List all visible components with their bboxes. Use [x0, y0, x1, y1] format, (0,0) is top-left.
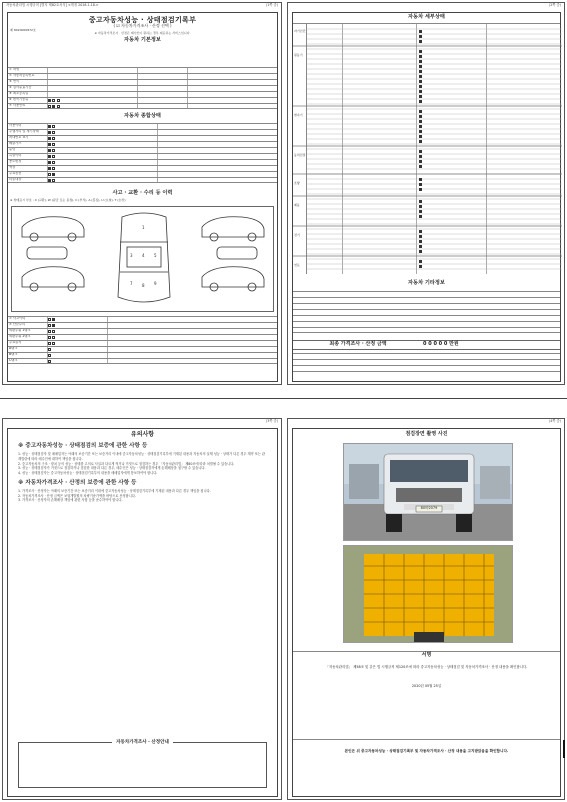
license-plate: 80바2079 — [420, 506, 438, 510]
form-title: 중고자동차성능 · 상태점검기록부 — [88, 16, 197, 24]
group-label: 전기 — [294, 233, 300, 237]
summary-row-label: 주요옵션 — [8, 172, 48, 177]
page-separator — [0, 398, 567, 399]
group-label: 자기진단 — [294, 29, 306, 33]
warranty-paragraph: 3. 성능 · 상태점검자가 거짓으로 점검하거나 점검한 내용과 다른 경우, 매수인은 성능 · 상태점검자에게 손해배상을 청구할 수 있습니다. — [18, 466, 206, 471]
price-guide-title: 자동차가격조사 · 산정안내 — [112, 740, 173, 745]
notes-title: 유의사항 — [130, 431, 155, 438]
group-label: 변속기 — [294, 113, 303, 117]
accident-row-label: A랭크 — [8, 347, 48, 352]
warranty-heading: ※ 중고자동차성능 · 상태점검의 보증에 관한 사항 등 — [18, 442, 148, 449]
page-number: (2쪽 중) — [548, 3, 561, 7]
svg-text:3: 3 — [130, 253, 133, 258]
price-paragraph: 1. 가격조사 · 산정자는 아래의 보증기간 또는 보증거리 이내에 중고자동차성능 · 상태점검기록부에 기재된 내용과 다른 경우 책임을 집니다. — [18, 488, 211, 493]
warranty-paragraph: 1. 성능 · 상태점검자 및 매매업자는 아래의 보증기간 또는 보증거리 이내에 중고자동차성능 · 상태점검기록부에 기재된 내용과 자동차의 실제 성능 · 상태가 다른 경우 계약 또는 관계법령에 따라 매수인에 대하여 책임을 집니다. — [18, 452, 265, 461]
svg-text:8: 8 — [142, 283, 145, 288]
summary-row-label: 사용이력 — [8, 124, 48, 129]
group-label: 연료 — [294, 263, 300, 267]
section-basic-info: 자동차 기본정보 — [8, 38, 277, 44]
signature-text: 「자동차관리법」 제58조 및 같은 법 시행규칙 제120조에 따라 중고자동차성능 · 상태점검 및 자동차가격조사 · 산정 내용을 확인합니다. — [325, 665, 528, 669]
price-guide-box — [18, 742, 267, 788]
summary-table — [8, 123, 277, 183]
basic-row-label: ④ 검사유효기간 — [8, 86, 48, 91]
photo-title: 점검장면 촬영 사진 — [405, 431, 448, 437]
notes-frame — [7, 428, 278, 797]
form-header-left: 자동차관리법 시행규칙 [별지 제82호서식] <개정 2018.1.18.> — [6, 3, 99, 7]
truck-front-icon — [344, 444, 513, 541]
form-frame — [7, 12, 278, 382]
text-cursor — [563, 740, 565, 758]
accident-row-label: C랭크 — [8, 359, 48, 363]
accident-row-label: 외판부위 1랭크 — [8, 329, 48, 334]
section-summary: 자동차 종합상태 — [8, 114, 277, 120]
group-label: 조향 — [294, 181, 300, 185]
accident-row-label: ② 단순수리 — [8, 323, 48, 328]
basic-info-table — [8, 67, 277, 109]
truck-bed-icon — [344, 546, 513, 643]
section-accident: 사고 · 교환 · 수리 등 이력 — [8, 191, 277, 197]
inspection-record-page-1 — [2, 2, 282, 385]
summary-row-label: 배출가스 — [8, 142, 48, 147]
summary-row-label: 리콜대상 — [8, 178, 48, 182]
signature-title: 서명 — [421, 652, 432, 658]
final-price-value: 0 0 0 0 0 만원 — [423, 341, 459, 348]
summary-row-label: 색상 — [8, 166, 48, 171]
summary-row-label: 튜닝 — [8, 148, 48, 153]
price-warranty-heading: ※ 자동차가격조사 · 산정의 보증에 관한 사항 등 — [18, 479, 137, 486]
other-info-table — [293, 291, 560, 336]
group-label: 동력전달 — [294, 153, 306, 157]
signature-area — [293, 353, 560, 381]
page-number: (4쪽 중) — [548, 419, 561, 423]
price-paragraph: 3. 가격조사 · 산정자의 손해배상 책임에 관한 사항 등을 준수하여야 합니다. — [18, 498, 123, 503]
svg-text:7: 7 — [130, 281, 133, 286]
page-number: (1쪽 중) — [265, 3, 278, 7]
accident-row-label: B랭크 — [8, 353, 48, 358]
group-label: 원동기 — [294, 53, 303, 57]
accident-row-label: ① 사고이력 — [8, 317, 48, 322]
truck-bed-photo — [343, 545, 513, 643]
doc-number: 제 8420000872호 — [10, 27, 36, 32]
final-price-row — [293, 340, 560, 350]
car-diagram — [11, 206, 274, 312]
summary-row-label: 특별이력 — [8, 154, 48, 159]
basic-row-label: ③ 연식 — [8, 80, 48, 85]
basic-row-label: ⑥ 변속기종류 — [8, 98, 48, 103]
summary-row-label: 주행거리 및 계기상태 — [8, 130, 48, 135]
form-subtitle: ( ☑ 자동차가격조사 · 산정 선택 ) — [113, 23, 172, 29]
accident-row-label: 주요골격 — [8, 341, 48, 346]
svg-text:9: 9 — [154, 281, 157, 286]
group-label: 제동 — [294, 203, 300, 207]
confirmation-footer: 본인은 위 중고자동차성능 · 상태점검기록부 및 자동차가격조사 · 산정 내용을 고지받았음을 확인합니다. — [344, 749, 509, 753]
accident-table — [8, 316, 277, 364]
summary-row-label: 용도변경 — [8, 160, 48, 165]
price-notice: ※ 자동차가격조사 · 산정은 매수인이 원하는 경우 제공하는 서비스입니다. — [94, 31, 191, 36]
basic-row-label: ② 자동차등록번호 — [8, 74, 48, 79]
sign-date: 2020년 05월 25일 — [411, 684, 442, 688]
warranty-paragraph: 2. 중고자동차의 구조 · 장치 등의 성능 · 상태를 고의로 사실과 다르게 적거나 거짓으로 점검하는 경우 「자동차관리법」 제80조에 따라 처벌될 수 있습니다. — [18, 461, 235, 466]
truck-front-photo — [343, 443, 513, 541]
form-frame — [292, 12, 561, 382]
notes-page-3 — [2, 418, 282, 800]
final-price-label: 최종 가격조사 · 산정 금액 — [329, 341, 387, 348]
photos-frame — [292, 428, 561, 797]
detail-table — [293, 23, 560, 273]
summary-row-label: 차대번호 표기 — [8, 136, 48, 141]
warranty-paragraph: 4. 성능 · 상태점검자는 중고자동차성능 · 상태점검기록부의 내용을 매매업자에게 통보하여야 합니다. — [18, 470, 158, 475]
inspection-record-page-2 — [287, 2, 565, 385]
basic-row-label: ① 차명 — [8, 68, 48, 73]
accident-legend: ※ 상태표시 부호 : X (교환), W (판금 또는 용접), C (부식), A (흠집), U (요철), T (손상) — [10, 198, 126, 202]
basic-row-label: ⑦ 사용연료 — [8, 104, 48, 108]
detail-grid-lines — [293, 24, 562, 274]
car-outline-icon — [12, 207, 275, 313]
svg-text:1: 1 — [142, 225, 145, 230]
section-other-info: 자동차 기타정보 — [293, 281, 560, 287]
basic-row-label: ⑤ 최초등록일 — [8, 92, 48, 97]
photos-page-4 — [287, 418, 565, 800]
section-detail: 자동차 세부상태 — [293, 15, 560, 21]
svg-text:4: 4 — [142, 253, 145, 258]
svg-text:5: 5 — [154, 253, 157, 258]
page-number: (3쪽 중) — [265, 419, 278, 423]
price-paragraph: 2. 자동차가격조사 · 산정 금액은 보험개발원의 차량기준가액을 바탕으로 산정합니다. — [18, 493, 136, 498]
accident-row-label: 외판부위 2랭크 — [8, 335, 48, 340]
